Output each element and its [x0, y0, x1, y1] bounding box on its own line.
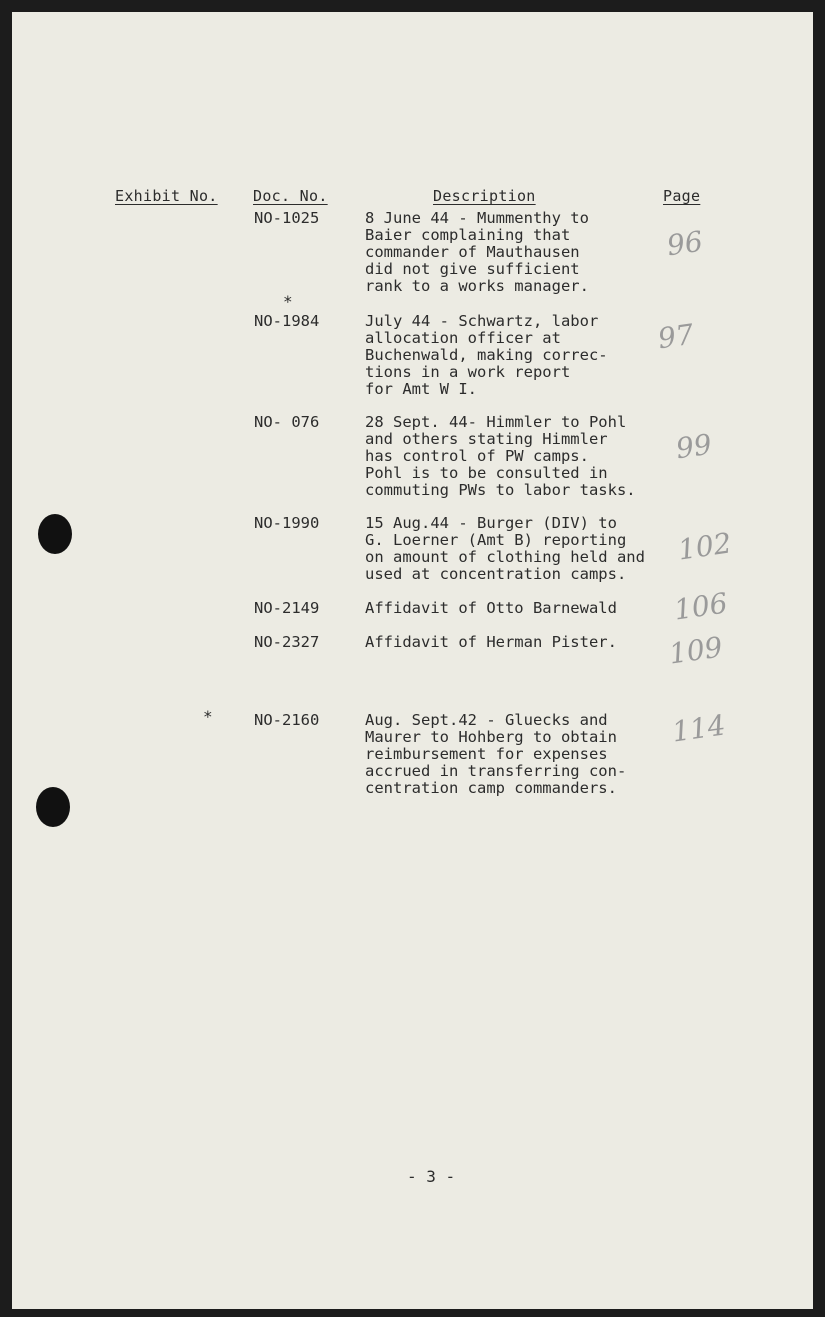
- handwritten-page-number: 109: [666, 630, 725, 671]
- doc-no: NO-2160: [254, 711, 320, 729]
- doc-no: NO-1025: [254, 209, 320, 227]
- page-number: - 3 -: [407, 1167, 456, 1186]
- doc-no: NO-2149: [254, 599, 320, 617]
- header-page: Page: [663, 187, 701, 205]
- doc-no: NO- 076: [254, 413, 320, 431]
- description: 15 Aug.44 - Burger (DIV) to G. Loerner (Amt B) reporting on amount of clothing held and used at concentration camps.: [365, 514, 645, 583]
- description: July 44 - Schwartz, labor allocation officer at Buchenwald, making correc- tions in a work report for Amt W I.: [365, 312, 608, 398]
- description: Affidavit of Herman Pister.: [365, 633, 617, 651]
- doc-no: NO-1990: [254, 514, 320, 532]
- handwritten-page-number: 96: [664, 224, 705, 263]
- description: 28 Sept. 44- Himmler to Pohl and others stating Himmler has control of PW camps. Pohl is to be consulted in commuting PWs to labor tasks.: [365, 413, 636, 499]
- doc-no: NO-2327: [254, 633, 320, 651]
- handwritten-page-number: 99: [673, 427, 714, 466]
- description: 8 June 44 - Mummenthy to Baier complaining that commander of Mauthausen did not give sufficient rank to a works manager.: [365, 209, 589, 295]
- header-description: Description: [433, 187, 536, 205]
- header-doc-no: Doc. No.: [253, 187, 328, 205]
- handwritten-page-number: 114: [669, 708, 728, 749]
- punch-hole: [36, 787, 70, 827]
- handwritten-page-number: 102: [675, 526, 734, 567]
- description: Aug. Sept.42 - Gluecks and Maurer to Hohberg to obtain reimbursement for expenses accrued in transferring con- centration camp commanders.: [365, 711, 627, 797]
- doc-no: NO-1984: [254, 312, 320, 330]
- handwritten-page-number: 106: [671, 586, 730, 627]
- document-page: [12, 12, 813, 1309]
- asterisk-mark: *: [283, 292, 293, 311]
- punch-hole: [38, 514, 72, 554]
- header-exhibit-no: Exhibit No.: [115, 187, 218, 205]
- handwritten-page-number: 97: [655, 317, 696, 356]
- asterisk-mark: *: [203, 707, 213, 726]
- description: Affidavit of Otto Barnewald: [365, 599, 617, 617]
